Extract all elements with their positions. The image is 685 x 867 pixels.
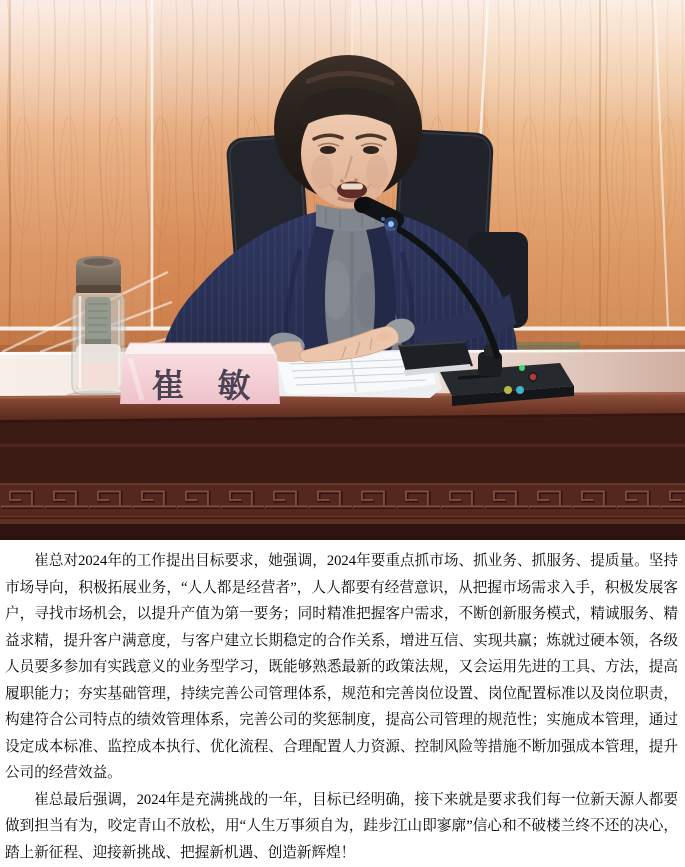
mic-knob[interactable] <box>529 373 537 381</box>
mic-button-cyan[interactable] <box>516 386 524 394</box>
mic-led <box>388 221 394 227</box>
glass-bottle <box>72 256 125 394</box>
name-placard <box>120 343 280 405</box>
desk-front <box>0 392 685 540</box>
article-paragraph-1: 崔总对2024年的工作提出目标要求，她强调，2024年要重点抓市场、抓业务、抓服务、提质量。坚持市场导向，积极拓展业务，“人人都是经营者”，人人都要有经营意识，从把握市场需求入手，积极发展客户，寻找市场机会，以提升产值为第一要务；同时精准把握客户需求，不断创新服务模式，精诚服务、精益求精，提升客户满意度，与客户建立长期稳定的合作关系，增进互信、实现共赢；炼就过硬本领，各级人员要多参加有实践意义的业务型学习，既能够熟悉最新的政策法规，又会运用先进的工具、方法，提高履职能力；夯实基础管理，持续完善公司管理体系，规范和完善岗位设置、岗位配置标准以及岗位职责，构建符合公司特点的绩效管理体系，完善公司的奖惩制度，提高公司管理的规范性；实施成本管理，通过设定成本标准、监控成本执行、优化流程、合理配置人力资源、控制风险等措施不断加强成本管理，提升公司的经营效益。 <box>5 553 678 782</box>
placard-name: 崔 敏 <box>151 369 251 405</box>
eye <box>363 146 379 154</box>
article-paragraph-2: 崔总最后强调，2024年是充满挑战的一年，目标已经明确，接下来就是要求我们每一位新天源人都要做到担当有为，咬定青山不放松，用“人生万事须自为，跬步江山即寥廓”信心和不破楼兰终不还的决心，踏上新征程、迎接新挑战、把握新机遇、创造新辉煌！ <box>5 791 678 862</box>
eye <box>320 146 336 154</box>
mic-button-yellow[interactable] <box>504 386 512 394</box>
article-body <box>0 540 685 867</box>
photo-bottom-edge <box>0 537 685 541</box>
greek-key-carving <box>0 486 685 514</box>
mic-power-led <box>519 365 525 371</box>
